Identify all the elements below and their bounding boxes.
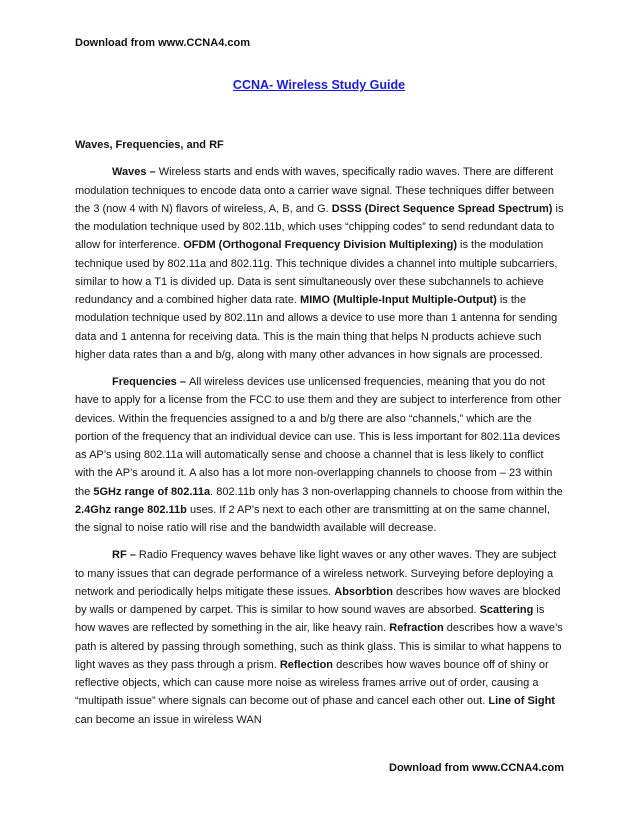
text-run: is the modulation technique used by 802.11n and allows a device to use more than 1 antenna for sending data and 1 antenna for receiving data. This is the main thing that helps N products achieve such higher data rates than a and b/g, along with many other advances in how signals are processed. [75,294,558,361]
text-run: Radio Frequency waves behave like light waves or any other waves. They are subject to many issues that can degrade performance of a wireless network. Surveying before deploying a network and periodically helps mitigate these issues. [75,549,557,598]
bold-term: OFDM (Orthogonal Frequency Division Multiplexing) [183,239,457,252]
text-run: . 802.11b only has 3 non-overlapping channels to choose from within the [210,485,563,498]
bold-term: 5GHz range of 802.11a [93,485,211,498]
bold-term: Absorbtion [334,585,393,598]
bold-term: 2.4Ghz range 802.11b [75,503,187,516]
bold-term: RF – [112,549,139,562]
document-title [0,76,638,94]
text-run: is the modulation technique used by 802.11b, which uses “chipping codes” to send redundant data to allow for interference. [75,202,564,252]
page-header: Download from www.CCNA4.com [75,37,250,49]
paragraph-waves [75,163,565,364]
bold-term: Waves – [112,166,159,179]
text-run: describes how waves are blocked by walls or dampened by carpet. This is similar to how sound waves are absorbed. [75,585,561,616]
text-run: Wireless starts and ends with waves, specifically radio waves. There are different modulation techniques to encode data onto a carrier wave signal. These techniques differ between the 3 (now 4 with N) flavors of wireless, A, B, and G. [75,166,555,215]
text-run: All wireless devices use unlicensed frequencies, meaning that you do not have to apply for a license from the FCC to use them and they are subject to interference from other devices. Within the frequencies assigned to a and b/g there are also “channels,” which are the portion of the frequency that an individual device can use. This is less important for 802.11a devices as AP’s using 802.11a will automatically sense and choose a channel that is less likely to conflict with the AP’s around it. A also has a lot more non-overlapping channels to choose from – 23 within the [75,376,562,498]
text-run: can become an issue in wireless WAN [75,713,262,726]
title-link[interactable]: CCNA- Wireless Study Guide [232,78,406,92]
text-run: is how waves are reflected by something in the air, like heavy rain. [75,604,545,635]
bold-term: DSSS (Direct Sequence Spread Spectrum) [331,202,553,215]
text-run: describes how waves bounce off of shiny or reflective objects, which can cause more noise as wireless frames arrive out of order, causing a “multipath issue” where signals can become out of phase and cancel each other out. [75,658,549,708]
paragraph-rf [75,546,565,729]
text-run: is the modulation technique used by 802.11a and 802.11g. This technique divides a channel into multiple subcarriers, similar to how a T1 is divided up. Data is sent simultaneously over these subchannels to achieve redundancy and a combined higher data rate. [75,239,558,306]
page-footer: Download from www.CCNA4.com [389,762,564,774]
bold-term: Scattering [479,604,534,616]
text-run: uses. If 2 AP’s next to each other are transmitting at on the same channel, the signal to noise ratio will rise and the bandwidth available will decrease. [75,503,550,534]
bold-term: Refraction [389,622,444,635]
bold-term: Reflection [279,658,334,671]
text-run: describes how a wave’s path is altered by passing through something, such as think glass. This is similar to what happens to light waves as they pass through a prism. [75,622,563,671]
document-body [75,136,565,738]
bold-term: Frequencies – [112,376,190,388]
paragraph-frequencies [75,373,565,537]
bold-term: MIMO (Multiple-Input Multiple-Output) [300,294,497,306]
section-heading: Waves, Frequencies, and RF [75,139,224,151]
bold-term: Line of Sight [488,695,555,708]
